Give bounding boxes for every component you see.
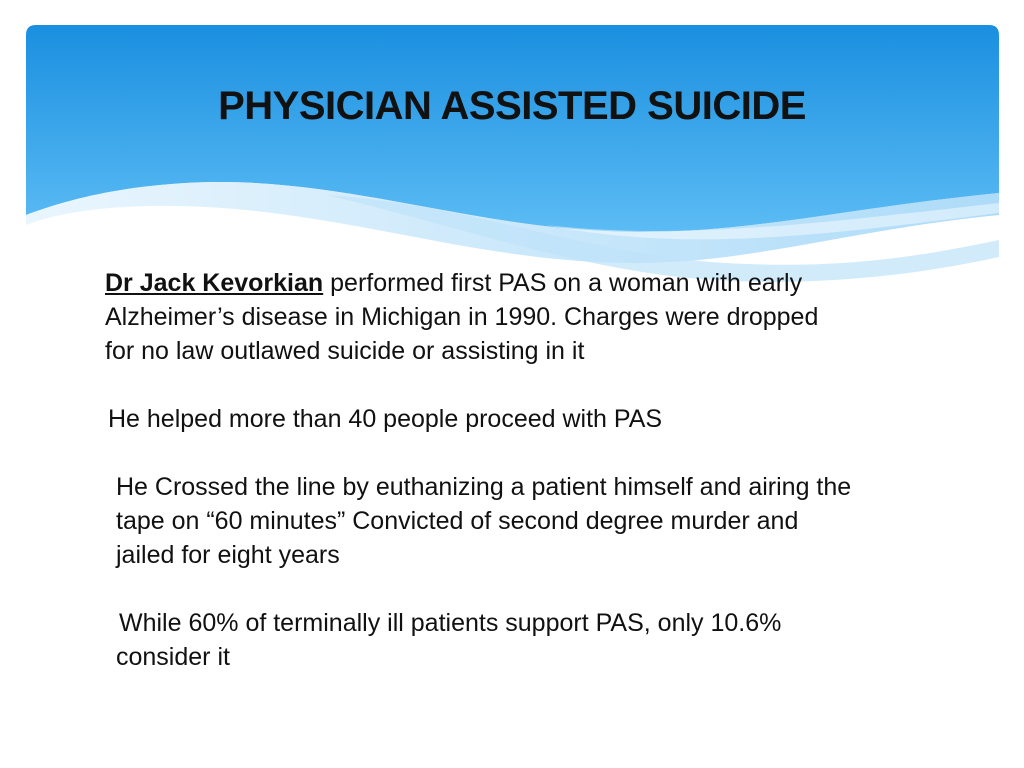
p3-line2: tape on “60 minutes” Convicted of second degree murder and <box>116 507 799 535</box>
p1-line3: for no law outlawed suicide or assisting in it <box>105 337 585 365</box>
p2-line1: He helped more than 40 people proceed with PAS <box>108 405 663 433</box>
header-band <box>26 25 999 285</box>
p3-line1: He Crossed the line by euthanizing a patient himself and airing the <box>116 473 852 501</box>
kevorkian-name-link[interactable]: Dr Jack Kevorkian <box>105 269 324 297</box>
p3-line3: jailed for eight years <box>116 541 340 569</box>
p1-line1-rest: performed first PAS on a woman with early <box>323 269 803 297</box>
paragraph-patient-support-stats <box>116 606 956 674</box>
paragraph-kevorkian-first-pas <box>105 266 945 368</box>
paragraph-forty-people <box>108 402 948 436</box>
p4-line1: While 60% of terminally ill patients support PAS, only 10.6% <box>119 609 782 637</box>
p1-line1 <box>105 266 945 300</box>
header-wave-graphic <box>26 25 999 285</box>
paragraph-crossed-the-line <box>116 470 976 572</box>
p1-line2: Alzheimer’s disease in Michigan in 1990. Charges were dropped <box>105 303 819 331</box>
slide-title: PHYSICIAN ASSISTED SUICIDE <box>218 84 806 128</box>
p4-line2: consider it <box>116 643 230 671</box>
